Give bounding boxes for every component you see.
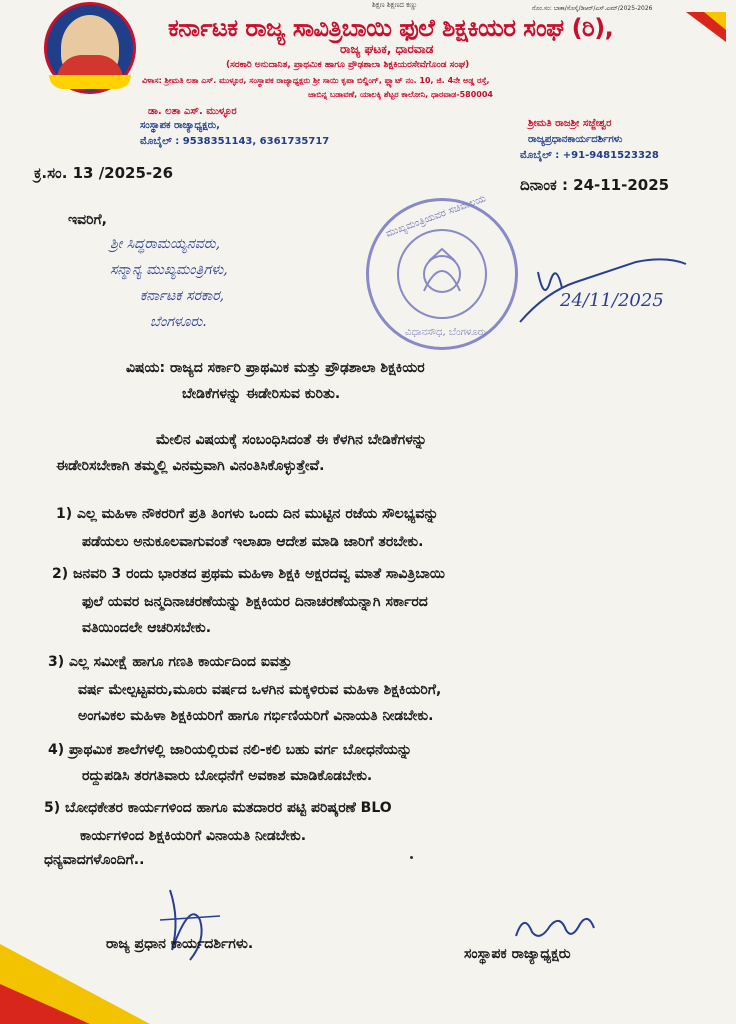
right-contact-phone: ಮೊಬೈಲ್ : +91-9481523328 [520,150,659,161]
demand-line: 5) ಬೋಧಕೇತರ ಕಾರ್ಯಗಳಿಂದ ಹಾಗೂ ಮತದಾರರ ಪಟ್ಟಿ ಪರಿಷ್ಕರಣೆ BLO [44,800,392,816]
address-line-2: ಜಾಬಿನ್ನ ಬಡಾವಣೆ, ಯಾಲಕ್ಕಿ ಶೆಟ್ಟರ ಕಾಲೋನಿ, ಧಾರವಾಡ-580004 [308,90,494,99]
receipt-date: 24/11/2025 [560,290,664,311]
subject-line: ವಿಷಯ: ರಾಜ್ಯದ ಸರ್ಕಾರಿ ಪ್ರಾಥಮಿಕ ಮತ್ತು ಪ್ರೌಢಶಾಲಾ ಶಿಕ್ಷಕಿಯರ [126,360,425,376]
logo-ribbon [49,75,131,89]
subject-line: ಬೇಡಿಕೆಗಳನ್ನು ಈಡೇರಿಸುವ ಕುರಿತು. [182,386,341,402]
emblem-drawing [399,231,485,317]
intro-line: ಮೇಲಿನ ವಿಷಯಕ್ಕೆ ಸಂಬಂಧಿಸಿದಂತೆ ಈ ಕೆಳಗಿನ ಬೇಡಿಕೆಗಳನ್ನು [156,432,427,448]
closing-greeting: ಧನ್ಯವಾದಗಳೊಂದಿಗೆ.. [44,852,145,868]
stamp-bottom-text: ವಿಧಾನಸೌಧ, ಬೆಂಗಳೂರು [405,327,487,338]
ink-dot [410,856,413,859]
recipient-line: ಬೆಂಗಳೂರು. [150,314,207,330]
address-line-1: ವಿಳಾಸ: ಶ್ರೀಮತಿ ಲತಾ ಎಸ್. ಮುಳ್ಳೂರ, ಸಂಸ್ಥಾಪಕ ರಾಜ್ಯಾಧ್ಯಕ್ಷರು ಶ್ರೀ ಸಾಯಿ ಕೃಪಾ ಬಿಲ್ಡಿಂಗ್, ಫ್ಲ್ಯಾಟ್ ನಂ. 10, ಜಿ. 4ನೇ ಅಡ್ಡ ರಸ್ತೆ, [142,76,490,85]
demand-line: ಕಾರ್ಯಗಳಿಂದ ಶಿಕ್ಷಕಿಯರಿಗೆ ವಿನಾಯತಿ ನೀಡಬೇಕು. [80,828,307,844]
left-contact-name: ಡಾ. ಲತಾ ಎಸ್. ಮುಳ್ಳೂರ [148,106,237,117]
demand-line: ಪಡೆಯಲು ಅನುಕೂಲವಾಗುವಂತೆ ಇಲಾಖಾ ಆದೇಶ ಮಾಡಿ ಜಾರಿಗೆ ತರಬೇಕು. [82,534,424,550]
right-contact-name: ಶ್ರೀಮತಿ ರಾಜಶ್ರೀ ಸಜ್ಜೇಶ್ವರ [528,118,612,129]
association-logo [44,2,136,94]
registration-number: ನೊಂ.ಸಂ: ಬಾಕಾ/ಸೊಸೈ/ಡಿಆರ್/ಎಸ್.ಎಮ್/2025-2026 [532,5,653,12]
organization-name: ಕರ್ನಾಟಕ ರಾಜ್ಯ ಸಾವಿತ್ರಿಬಾಯಿ ಫುಲೆ ಶಿಕ್ಷಕಿಯರ ಸಂಘ (ರಿ), [168,14,614,42]
corner-decoration-red [0,984,90,1024]
receipt-stamp [366,193,518,350]
demand-line: 1) ಎಲ್ಲ ಮಹಿಳಾ ನೌಕರರಿಗೆ ಪ್ರತಿ ತಿಂಗಳು ಒಂದು ದಿನ ಮುಟ್ಟಿನ ರಜೆಯ ಸೌಲಭ್ಯವನ್ನು [56,506,439,522]
motto: ಶಿಕ್ಷಣ ಶಿಕ್ಷಣದ ಕಣ್ಣು [372,1,418,9]
secretary-role: ರಾಜ್ಯ ಪ್ರಧಾನ ಕಾರ್ಯದರ್ಶಿಗಳು. [106,936,254,952]
demand-line: ವರ್ಷ ಮೇಲ್ಪಟ್ಟವರು,ಮೂರು ವರ್ಷದ ಒಳಗಿನ ಮಕ್ಕಳಿರುವ ಮಹಿಳಾ ಶಿಕ್ಷಕಿಯರಿಗೆ, [78,682,442,698]
president-role: ಸಂಸ್ಥಾಪಕ ರಾಜ್ಯಾಧ್ಯಕ್ಷರು [464,946,571,962]
stamp-top-text: ಮುಖ್ಯಮಂತ್ರಿಯವರ ಸಚಿವಾಲಯ [384,193,488,240]
demand-line: ರದ್ದುಪಡಿಸಿ ತರಗತಿವಾರು ಬೋಧನೆಗೆ ಅವಕಾಶ ಮಾಡಿಕೊಡಬೇಕು. [82,768,373,784]
right-contact-role: ರಾಜ್ಯಪ್ರಧಾನಕಾರ್ಯದರ್ಶಿಗಳು [528,134,623,145]
recipient-line: ಶ್ರೀ ಸಿದ್ಧರಾಮಯ್ಯನವರು, [110,236,221,252]
demand-line: 3) ಎಲ್ಲ ಸಮೀಕ್ಷೆ ಹಾಗೂ ಗಣತಿ ಕಾರ್ಯದಿಂದ ಐವತ್ತು [48,654,292,670]
flag-stripe [704,12,726,30]
left-contact-role: ಸಂಸ್ಥಾಪಕ ರಾಜ್ಯಾಧ್ಯಕ್ಷರು, [140,120,220,131]
intro-line: ಈಡೇರಿಸಬೇಕಾಗಿ ತಮ್ಮಲ್ಲಿ ವಿನಮ್ರವಾಗಿ ವಿನಂತಿಸಿಕೊಳ್ಳುತ್ತೇವೆ. [56,458,325,474]
letter-date: ದಿನಾಂಕ : 24-11-2025 [520,176,670,194]
reference-number: ಕ್ರ.ಸಂ. 13 /2025-26 [34,164,174,182]
demand-line: ವತಿಯಿಂದಲೇ ಆಚರಿಸಬೇಕು. [82,620,212,636]
affiliation: (ಸರಕಾರಿ ಅನುದಾನಿತ, ಪ್ರಾಥಮಿಕ ಹಾಗೂ ಪ್ರೌಢಶಾಲಾ ಶಿಕ್ಷಕಿಯರಸೇವೆಗೊಂಡ ಸಂಘ) [226,60,470,70]
emblem-icon [397,229,487,319]
president-signature-icon [510,906,600,946]
demand-line: 4) ಪ್ರಾಥಮಿಕ ಶಾಲೆಗಳಲ್ಲಿ ಜಾರಿಯಲ್ಲಿರುವ ನಲಿ-ಕಲಿ ಬಹು ವರ್ಗ ಬೋಧನೆಯನ್ನು [48,742,413,758]
demand-line: 2) ಜನವರಿ 3 ರಂದು ಭಾರತದ ಪ್ರಥಮ ಮಹಿಳಾ ಶಿಕ್ಷಕಿ ಅಕ್ಷರದವ್ವ ಮಾತೆ ಸಾವಿತ್ರಿಬಾಯಿ [52,566,445,582]
recipient-line: ಕರ್ನಾಟಕ ಸರಕಾರ, [140,288,225,304]
secretary-signature-icon [150,880,230,970]
demand-line: ಅಂಗವಿಕಲ ಮಹಿಳಾ ಶಿಕ್ಷಕಿಯರಿಗೆ ಹಾಗೂ ಗರ್ಭಿಣಿಯರಿಗೆ ವಿನಾಯತಿ ನೀಡಬೇಕು. [78,708,434,724]
organization-unit: ರಾಜ್ಯ ಘಟಕ, ಧಾರವಾಡ [340,42,434,56]
to-label: ಇವರಿಗೆ, [68,212,107,228]
demand-line: ಫುಲೆ ಯವರ ಜನ್ಮದಿನಾಚರಣೆಯನ್ನು ಶಿಕ್ಷಕಿಯರ ದಿನಾಚರಣೆಯನ್ನಾಗಿ ಸರ್ಕಾರದ [82,594,428,610]
left-contact-phone: ಮೊಬೈಲ್ : 9538351143, 6361735717 [140,136,330,147]
recipient-line: ಸನ್ಮಾನ್ಯ ಮುಖ್ಯಮಂತ್ರಿಗಳು, [110,262,228,278]
